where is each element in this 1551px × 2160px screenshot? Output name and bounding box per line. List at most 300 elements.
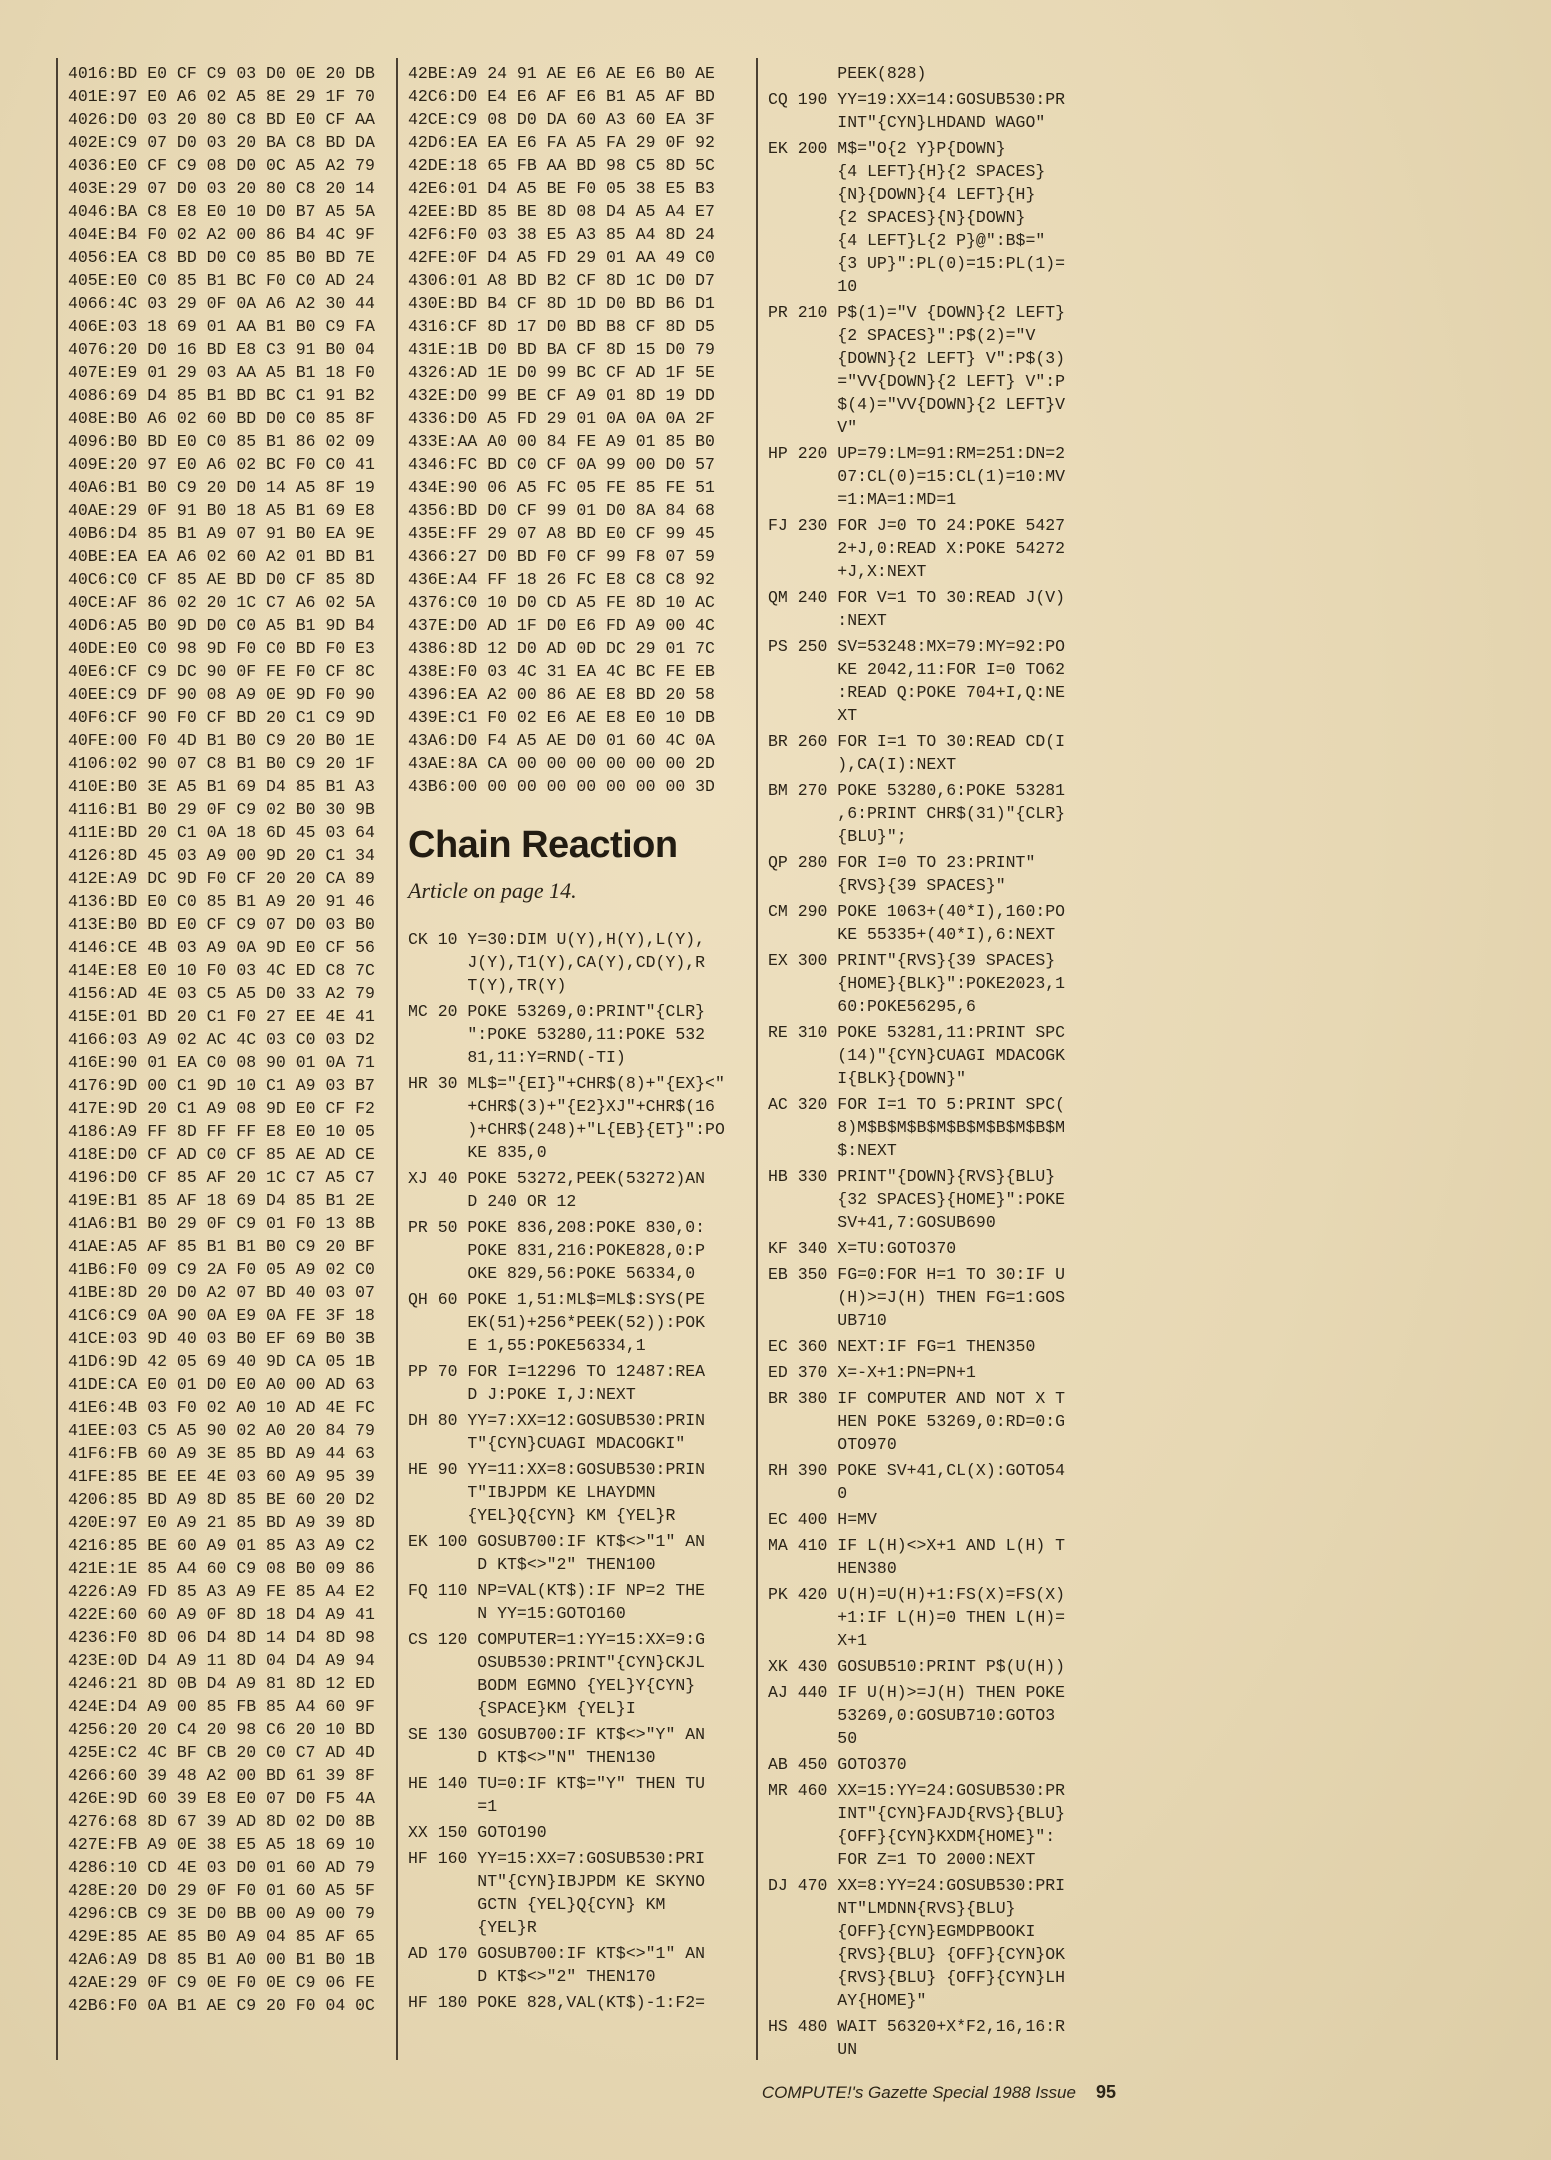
- listing-entry: [768, 851, 1102, 897]
- code-line: 40FE:00 F0 4D B1 B0 C9 20 B0 1E: [68, 731, 375, 750]
- code-line: 418E:D0 CF AD C0 CF 85 AE AD CE: [68, 1145, 375, 1164]
- code-line: OSUB530:PRINT"{CYN}CKJL: [408, 1653, 706, 1672]
- listing-entry: [408, 1579, 742, 1625]
- listing-entry: [768, 635, 1102, 727]
- code-line: )+CHR$(248)+"L{EB}{ET}":PO: [408, 1120, 725, 1139]
- listing-entry: [408, 1288, 742, 1357]
- code-line: HB 330 PRINT"{DOWN}{RVS}{BLU}: [768, 1167, 1056, 1186]
- code-line: PP 70 FOR I=12296 TO 12487:REA: [408, 1362, 706, 1381]
- code-line: {OFF}{CYN}EGMDPBOOKI: [768, 1922, 1036, 1941]
- code-line: 8)M$B$M$B$M$B$M$B$M$B$M: [768, 1118, 1066, 1137]
- code-line: 4066:4C 03 29 0F 0A A6 A2 30 44: [68, 294, 375, 313]
- listing-entry: [768, 900, 1102, 946]
- code-line: SE 130 GOSUB700:IF KT$<>"Y" AN: [408, 1725, 706, 1744]
- code-line: (14)"{CYN}CUAGI MDACOGK: [768, 1046, 1066, 1065]
- code-line: 410E:B0 3E A5 B1 69 D4 85 B1 A3: [68, 777, 375, 796]
- code-line: KE 835,0: [408, 1143, 547, 1162]
- code-line: 4386:8D 12 D0 AD 0D DC 29 01 7C: [408, 639, 715, 658]
- code-line: 419E:B1 85 AF 18 69 D4 85 B1 2E: [68, 1191, 375, 1210]
- code-line: =1:MA=1:MD=1: [768, 490, 957, 509]
- column-divider-2: [756, 58, 758, 2060]
- code-line: HEN380: [768, 1559, 897, 1578]
- code-line: XJ 40 POKE 53272,PEEK(53272)AN: [408, 1169, 706, 1188]
- code-line: 4246:21 8D 0B D4 A9 81 8D 12 ED: [68, 1674, 375, 1693]
- code-line: {YEL}Q{CYN} KM {YEL}R: [408, 1506, 676, 1525]
- code-line: 40EE:C9 DF 90 08 A9 0E 9D F0 90: [68, 685, 375, 704]
- code-line: 50: [768, 1729, 858, 1748]
- code-line: +J,X:NEXT: [768, 562, 927, 581]
- code-line: {RVS}{BLU} {OFF}{CYN}LH: [768, 1968, 1066, 1987]
- code-line: 428E:20 D0 29 0F F0 01 60 A5 5F: [68, 1881, 375, 1900]
- code-line: 41FE:85 BE EE 4E 03 60 A9 95 39: [68, 1467, 375, 1486]
- code-line: EB 350 FG=0:FOR H=1 TO 30:IF U: [768, 1265, 1066, 1284]
- listing-entry: [768, 1583, 1102, 1652]
- code-line: {N}{DOWN}{4 LEFT}{H}: [768, 185, 1036, 204]
- code-line: 42E6:01 D4 A5 BE F0 05 38 E5 B3: [408, 179, 715, 198]
- code-line: ),CA(I):NEXT: [768, 755, 957, 774]
- code-line: 427E:FB A9 0E 38 E5 A5 18 69 10: [68, 1835, 375, 1854]
- code-line: OTO970: [768, 1435, 897, 1454]
- code-line: 404E:B4 F0 02 A2 00 86 B4 4C 9F: [68, 225, 375, 244]
- listing-entry: [768, 949, 1102, 1018]
- code-line: 10: [768, 277, 858, 296]
- code-line: 430E:BD B4 CF 8D 1D D0 BD B6 D1: [408, 294, 715, 313]
- listing-entry: [768, 88, 1102, 134]
- code-line: 4366:27 D0 BD F0 CF 99 F8 07 59: [408, 547, 715, 566]
- article-title: Chain Reaction: [408, 824, 678, 866]
- code-line: 42A6:A9 D8 85 B1 A0 00 B1 B0 1B: [68, 1950, 375, 1969]
- code-line: $(4)="VV{DOWN}{2 LEFT}V: [768, 395, 1066, 414]
- code-line: HEN POKE 53269,0:RD=0:G: [768, 1412, 1066, 1431]
- code-line: 07:CL(0)=15:CL(1)=10:MV: [768, 467, 1066, 486]
- code-line: 2+J,0:READ X:POKE 54272: [768, 539, 1066, 558]
- code-line: HR 30 ML$="{EI}"+CHR$(8)+"{EX}<": [408, 1074, 725, 1093]
- code-line: 414E:E8 E0 10 F0 03 4C ED C8 7C: [68, 961, 375, 980]
- listing-entry: [408, 1167, 742, 1213]
- code-line: 40CE:AF 86 02 20 1C C7 A6 02 5A: [68, 593, 375, 612]
- code-line: 434E:90 06 A5 FC 05 FE 85 FE 51: [408, 478, 715, 497]
- code-line: CK 10 Y=30:DIM U(Y),H(Y),L(Y),: [408, 930, 706, 949]
- code-line: 424E:D4 A9 00 85 FB 85 A4 60 9F: [68, 1697, 375, 1716]
- code-line: ="VV{DOWN}{2 LEFT} V":P: [768, 372, 1066, 391]
- code-line: D J:POKE I,J:NEXT: [408, 1385, 636, 1404]
- code-line: 42F6:F0 03 38 E5 A3 85 A4 8D 24: [408, 225, 715, 244]
- listing-entry: [768, 1779, 1102, 1871]
- code-line: {SPACE}KM {YEL}I: [408, 1699, 636, 1718]
- code-line: 41DE:CA E0 01 D0 E0 A0 00 AD 63: [68, 1375, 375, 1394]
- code-line: BM 270 POKE 53280,6:POKE 53281: [768, 781, 1066, 800]
- code-line: PS 250 SV=53248:MX=79:MY=92:PO: [768, 637, 1066, 656]
- listing-entry: [408, 1530, 742, 1576]
- code-line: MA 410 IF L(H)<>X+1 AND L(H) T: [768, 1536, 1066, 1555]
- code-line: 4156:AD 4E 03 C5 A5 D0 33 A2 79: [68, 984, 375, 1003]
- basic-listing-part-1: [408, 928, 742, 2014]
- code-line: 433E:AA A0 00 84 FE A9 01 85 B0: [408, 432, 715, 451]
- code-line: E 1,55:POKE56334,1: [408, 1336, 646, 1355]
- code-line: INT"{CYN}FAJD{RVS}{BLU}: [768, 1804, 1066, 1823]
- code-line: 4396:EA A2 00 86 AE E8 BD 20 58: [408, 685, 715, 704]
- code-line: 4286:10 CD 4E 03 D0 01 60 AD 79: [68, 1858, 375, 1877]
- code-line: 4376:C0 10 D0 CD A5 FE 8D 10 AC: [408, 593, 715, 612]
- footer-magazine-title: COMPUTE!'s Gazette Special 1988 Issue: [761, 2083, 1076, 2102]
- listing-entry: [408, 1847, 742, 1939]
- listing-entry: [408, 1000, 742, 1069]
- code-line: (H)>=J(H) THEN FG=1:GOS: [768, 1288, 1066, 1307]
- listing-entry: [768, 2015, 1102, 2061]
- code-line: OKE 829,56:POKE 56334,0: [408, 1264, 696, 1283]
- code-line: ":POKE 53280,11:POKE 532: [408, 1025, 706, 1044]
- code-line: {3 UP}":PL(0)=15:PL(1)=: [768, 254, 1066, 273]
- code-line: 435E:FF 29 07 A8 BD E0 CF 99 45: [408, 524, 715, 543]
- code-line: 429E:85 AE 85 B0 A9 04 85 AF 65: [68, 1927, 375, 1946]
- code-line: AD 170 GOSUB700:IF KT$<>"1" AN: [408, 1944, 706, 1963]
- code-line: PEEK(828): [768, 64, 927, 83]
- code-line: 40AE:29 0F 91 B0 18 A5 B1 69 E8: [68, 501, 375, 520]
- code-line: 4026:D0 03 20 80 C8 BD E0 CF AA: [68, 110, 375, 129]
- code-line: 4236:F0 8D 06 D4 8D 14 D4 8D 98: [68, 1628, 375, 1647]
- code-line: 41BE:8D 20 D0 A2 07 BD 40 03 07: [68, 1283, 375, 1302]
- listing-entry: [768, 514, 1102, 583]
- code-line: 425E:C2 4C BF CB 20 C0 C7 AD 4D: [68, 1743, 375, 1762]
- code-line: 437E:D0 AD 1F D0 E6 FD A9 00 4C: [408, 616, 715, 635]
- code-line: 40B6:D4 85 B1 A9 07 91 B0 EA 9E: [68, 524, 375, 543]
- code-line: 81,11:Y=RND(-TI): [408, 1048, 626, 1067]
- code-line: 40D6:A5 B0 9D D0 C0 A5 B1 9D B4: [68, 616, 375, 635]
- code-line: PR 50 POKE 836,208:POKE 830,0:: [408, 1218, 706, 1237]
- code-line: 4176:9D 00 C1 9D 10 C1 A9 03 B7: [68, 1076, 375, 1095]
- code-line: {YEL}R: [408, 1918, 537, 1937]
- code-line: SV+41,7:GOSUB690: [768, 1213, 996, 1232]
- listing-entry: [768, 730, 1102, 776]
- code-line: 40BE:EA EA A6 02 60 A2 01 BD B1: [68, 547, 375, 566]
- listing-entry: [768, 62, 1102, 85]
- code-line: 43A6:D0 F4 A5 AE D0 01 60 4C 0A: [408, 731, 715, 750]
- code-line: 42B6:F0 0A B1 AE C9 20 F0 04 0C: [68, 1996, 375, 2015]
- code-line: 43AE:8A CA 00 00 00 00 00 00 2D: [408, 754, 715, 773]
- code-line: AB 450 GOTO370: [768, 1755, 907, 1774]
- code-line: 42CE:C9 08 D0 DA 60 A3 60 EA 3F: [408, 110, 715, 129]
- listing-entry: [768, 1655, 1102, 1678]
- code-line: 431E:1B D0 BD BA CF 8D 15 D0 79: [408, 340, 715, 359]
- code-line: EX 300 PRINT"{RVS}{39 SPACES}: [768, 951, 1056, 970]
- code-line: {DOWN}{2 LEFT} V":P$(3): [768, 349, 1066, 368]
- code-line: X+1: [768, 1631, 868, 1650]
- code-line: 60:POKE56295,6: [768, 997, 976, 1016]
- code-line: 439E:C1 F0 02 E6 AE E8 E0 10 DB: [408, 708, 715, 727]
- code-line: 4306:01 A8 BD B2 CF 8D 1C D0 D7: [408, 271, 715, 290]
- code-line: 43B6:00 00 00 00 00 00 00 00 3D: [408, 777, 715, 796]
- code-line: {HOME}{BLK}":POKE2023,1: [768, 974, 1066, 993]
- code-line: 4166:03 A9 02 AC 4C 03 C0 03 D2: [68, 1030, 375, 1049]
- code-line: MR 460 XX=15:YY=24:GOSUB530:PR: [768, 1781, 1066, 1800]
- code-line: D 240 OR 12: [408, 1192, 577, 1211]
- code-line: 412E:A9 DC 9D F0 CF 20 20 CA 89: [68, 869, 375, 888]
- listing-entry: [768, 1093, 1102, 1162]
- code-line: $:NEXT: [768, 1141, 897, 1160]
- column-2: [408, 62, 742, 2017]
- code-line: :NEXT: [768, 611, 887, 630]
- listing-entry: [768, 1753, 1102, 1776]
- code-line: D KT$<>"2" THEN170: [408, 1967, 656, 1986]
- code-line: 40DE:E0 C0 98 9D F0 C0 BD F0 E3: [68, 639, 375, 658]
- code-line: 426E:9D 60 39 E8 E0 07 D0 F5 4A: [68, 1789, 375, 1808]
- code-line: EK 200 M$="O{2 Y}P{DOWN}: [768, 139, 1006, 158]
- code-line: CQ 190 YY=19:XX=14:GOSUB530:PR: [768, 90, 1066, 109]
- code-line: 436E:A4 FF 18 26 FC E8 C8 C8 92: [408, 570, 715, 589]
- code-line: 42DE:18 65 FB AA BD 98 C5 8D 5C: [408, 156, 715, 175]
- code-line: 4346:FC BD C0 CF 0A 99 00 D0 57: [408, 455, 715, 474]
- listing-entry: [768, 1874, 1102, 2012]
- basic-listing-part-2: [768, 62, 1102, 2064]
- code-line: 4326:AD 1E D0 99 BC CF AD 1F 5E: [408, 363, 715, 382]
- code-line: PK 420 U(H)=U(H)+1:FS(X)=FS(X): [768, 1585, 1066, 1604]
- code-line: FOR Z=1 TO 2000:NEXT: [768, 1850, 1036, 1869]
- listing-entry: [768, 779, 1102, 848]
- code-line: 411E:BD 20 C1 0A 18 6D 45 03 64: [68, 823, 375, 842]
- code-line: 4116:B1 B0 29 0F C9 02 B0 30 9B: [68, 800, 375, 819]
- code-line: FQ 110 NP=VAL(KT$):IF NP=2 THE: [408, 1581, 706, 1600]
- code-line: 40F6:CF 90 F0 CF BD 20 C1 C9 9D: [68, 708, 375, 727]
- listing-entry: [408, 1723, 742, 1769]
- code-line: MC 20 POKE 53269,0:PRINT"{CLR}: [408, 1002, 706, 1021]
- listing-entry: [768, 1534, 1102, 1580]
- code-line: {2 SPACES}":P$(2)="V: [768, 326, 1036, 345]
- code-line: T"{CYN}CUAGI MDACOGKI": [408, 1434, 686, 1453]
- code-line: 4146:CE 4B 03 A9 0A 9D E0 CF 56: [68, 938, 375, 957]
- code-line: 4036:E0 CF C9 08 D0 0C A5 A2 79: [68, 156, 375, 175]
- code-line: ,6:PRINT CHR$(31)"{CLR}: [768, 804, 1066, 823]
- code-line: 4136:BD E0 C0 85 B1 A9 20 91 46: [68, 892, 375, 911]
- code-line: 4126:8D 45 03 A9 00 9D 20 C1 34: [68, 846, 375, 865]
- code-line: 422E:60 60 A9 0F 8D 18 D4 A9 41: [68, 1605, 375, 1624]
- code-line: 406E:03 18 69 01 AA B1 B0 C9 FA: [68, 317, 375, 336]
- code-line: RH 390 POKE SV+41,CL(X):GOTO54: [768, 1461, 1066, 1480]
- listing-entry: [408, 1942, 742, 1988]
- code-line: HE 90 YY=11:XX=8:GOSUB530:PRIN: [408, 1460, 706, 1479]
- code-line: 405E:E0 C0 85 B1 BC F0 C0 AD 24: [68, 271, 375, 290]
- code-line: HP 220 UP=79:LM=91:RM=251:DN=2: [768, 444, 1066, 463]
- code-line: 41F6:FB 60 A9 3E 85 BD A9 44 63: [68, 1444, 375, 1463]
- listing-entry: [408, 1360, 742, 1406]
- code-line: 408E:B0 A6 02 60 BD D0 C0 85 8F: [68, 409, 375, 428]
- code-line: ED 370 X=-X+1:PN=PN+1: [768, 1363, 976, 1382]
- listing-entry: [408, 1458, 742, 1527]
- code-line: BR 380 IF COMPUTER AND NOT X T: [768, 1389, 1066, 1408]
- code-line: 41AE:A5 AF 85 B1 B1 B0 C9 20 BF: [68, 1237, 375, 1256]
- code-line: HF 180 POKE 828,VAL(KT$)-1:F2=: [408, 1993, 706, 2012]
- code-line: 42C6:D0 E4 E6 AF E6 B1 A5 AF BD: [408, 87, 715, 106]
- code-line: {4 LEFT}{H}{2 SPACES}: [768, 162, 1046, 181]
- code-line: QM 240 FOR V=1 TO 30:READ J(V): [768, 588, 1066, 607]
- code-line: 41A6:B1 B0 29 0F C9 01 F0 13 8B: [68, 1214, 375, 1233]
- code-line: CM 290 POKE 1063+(40*I),160:PO: [768, 902, 1066, 921]
- code-line: 42FE:0F D4 A5 FD 29 01 AA 49 C0: [408, 248, 715, 267]
- code-line: 42AE:29 0F C9 0E F0 0E C9 06 FE: [68, 1973, 375, 1992]
- code-line: AC 320 FOR I=1 TO 5:PRINT SPC(: [768, 1095, 1066, 1114]
- code-line: AJ 440 IF U(H)>=J(H) THEN POKE: [768, 1683, 1066, 1702]
- listing-entry: [768, 301, 1102, 439]
- code-line: 432E:D0 99 BE CF A9 01 8D 19 DD: [408, 386, 715, 405]
- code-line: :READ Q:POKE 704+I,Q:NE: [768, 683, 1066, 702]
- code-line: 423E:0D D4 A9 11 8D 04 D4 A9 94: [68, 1651, 375, 1670]
- code-line: KE 55335+(40*I),6:NEXT: [768, 925, 1056, 944]
- code-line: 401E:97 E0 A6 02 A5 8E 29 1F 70: [68, 87, 375, 106]
- code-line: 413E:B0 BD E0 CF C9 07 D0 03 B0: [68, 915, 375, 934]
- code-line: 403E:29 07 D0 03 20 80 C8 20 14: [68, 179, 375, 198]
- listing-entry: [408, 1821, 742, 1844]
- code-line: 40C6:C0 CF 85 AE BD D0 CF 85 8D: [68, 570, 375, 589]
- code-line: 4256:20 20 C4 20 98 C6 20 10 BD: [68, 1720, 375, 1739]
- code-line: {OFF}{CYN}KXDM{HOME}":: [768, 1827, 1056, 1846]
- code-line: D KT$<>"N" THEN130: [408, 1748, 656, 1767]
- code-line: 417E:9D 20 C1 A9 08 9D E0 CF F2: [68, 1099, 375, 1118]
- code-line: 4206:85 BD A9 8D 85 BE 60 20 D2: [68, 1490, 375, 1509]
- code-line: KE 2042,11:FOR I=0 TO62: [768, 660, 1066, 679]
- code-line: AY{HOME}": [768, 1991, 927, 2010]
- code-line: 53269,0:GOSUB710:GOTO3: [768, 1706, 1056, 1725]
- code-line: 4266:60 39 48 A2 00 BD 61 39 8F: [68, 1766, 375, 1785]
- code-line: 438E:F0 03 4C 31 EA 4C BC FE EB: [408, 662, 715, 681]
- hex-dump-column-2: [408, 62, 742, 798]
- code-line: 416E:90 01 EA C0 08 90 01 0A 71: [68, 1053, 375, 1072]
- code-line: 4356:BD D0 CF 99 01 D0 8A 84 68: [408, 501, 715, 520]
- code-line: 4076:20 D0 16 BD E8 C3 91 B0 04: [68, 340, 375, 359]
- code-line: NT"{CYN}IBJPDM KE SKYNO: [408, 1872, 706, 1891]
- code-line: 4016:BD E0 CF C9 03 D0 0E 20 DB: [68, 64, 375, 83]
- code-line: 4296:CB C9 3E D0 BB 00 A9 00 79: [68, 1904, 375, 1923]
- code-line: 4316:CF 8D 17 D0 BD B8 CF 8D D5: [408, 317, 715, 336]
- listing-entry: [768, 1361, 1102, 1384]
- listing-entry: [768, 442, 1102, 511]
- code-line: UB710: [768, 1311, 887, 1330]
- code-line: XK 430 GOSUB510:PRINT P$(U(H)): [768, 1657, 1066, 1676]
- listing-entry: [408, 1991, 742, 2014]
- code-line: HE 140 TU=0:IF KT$="Y" THEN TU: [408, 1774, 706, 1793]
- code-line: T"IBJPDM KE LHAYDMN: [408, 1483, 656, 1502]
- code-line: 42EE:BD 85 BE 8D 08 D4 A5 A4 E7: [408, 202, 715, 221]
- code-line: {RVS}{BLU} {OFF}{CYN}OK: [768, 1945, 1066, 1964]
- listing-entry: [768, 1021, 1102, 1090]
- listing-entry: [768, 1335, 1102, 1358]
- article-subtitle: Article on page 14.: [408, 878, 577, 903]
- listing-entry: [408, 1409, 742, 1455]
- code-line: 41B6:F0 09 C9 2A F0 05 A9 02 C0: [68, 1260, 375, 1279]
- code-line: 409E:20 97 E0 A6 02 BC F0 C0 41: [68, 455, 375, 474]
- code-line: GCTN {YEL}Q{CYN} KM: [408, 1895, 666, 1914]
- code-line: RE 310 POKE 53281,11:PRINT SPC: [768, 1023, 1066, 1042]
- code-line: 421E:1E 85 A4 60 C9 08 B0 09 86: [68, 1559, 375, 1578]
- code-line: 0: [768, 1484, 848, 1503]
- code-line: 415E:01 BD 20 C1 F0 27 EE 4E 41: [68, 1007, 375, 1026]
- code-line: D KT$<>"2" THEN100: [408, 1555, 656, 1574]
- listing-entry: [768, 1387, 1102, 1456]
- code-line: I{BLK}{DOWN}": [768, 1069, 967, 1088]
- code-line: XX 150 GOTO190: [408, 1823, 547, 1842]
- code-line: 4186:A9 FF 8D FF FF E8 E0 10 05: [68, 1122, 375, 1141]
- code-line: +1:IF L(H)=0 THEN L(H)=: [768, 1608, 1066, 1627]
- code-line: EK(51)+256*PEEK(52)):POK: [408, 1313, 706, 1332]
- code-line: QP 280 FOR I=0 TO 23:PRINT": [768, 853, 1036, 872]
- page-footer: [760, 2082, 1116, 2103]
- listing-entry: [768, 1263, 1102, 1332]
- footer-page-number: 95: [1095, 2082, 1116, 2102]
- listing-entry: [768, 137, 1102, 298]
- code-line: V": [768, 418, 858, 437]
- listing-entry: [408, 1772, 742, 1818]
- code-line: 41C6:C9 0A 90 0A E9 0A FE 3F 18: [68, 1306, 375, 1325]
- listing-entry: [768, 1681, 1102, 1750]
- code-line: N YY=15:GOTO160: [408, 1604, 626, 1623]
- code-line: FJ 230 FOR J=0 TO 24:POKE 5427: [768, 516, 1066, 535]
- code-line: XT: [768, 706, 858, 725]
- code-line: 4196:D0 CF 85 AF 20 1C C7 A5 C7: [68, 1168, 375, 1187]
- code-line: HS 480 WAIT 56320+X*F2,16,16:R: [768, 2017, 1066, 2036]
- code-line: EC 400 H=MV: [768, 1510, 877, 1529]
- listing-entry: [408, 1072, 742, 1164]
- code-line: INT"{CYN}LHDAND WAGO": [768, 113, 1046, 132]
- code-line: 402E:C9 07 D0 03 20 BA C8 BD DA: [68, 133, 375, 152]
- code-line: 4106:02 90 07 C8 B1 B0 C9 20 1F: [68, 754, 375, 773]
- listing-entry: [768, 586, 1102, 632]
- code-line: 40A6:B1 B0 C9 20 D0 14 A5 8F 19: [68, 478, 375, 497]
- listing-entry: [768, 1508, 1102, 1531]
- code-line: +CHR$(3)+"{E2}XJ"+CHR$(16: [408, 1097, 715, 1116]
- code-line: 407E:E9 01 29 03 AA A5 B1 18 F0: [68, 363, 375, 382]
- code-line: J(Y),T1(Y),CA(Y),CD(Y),R: [408, 953, 706, 972]
- code-line: {4 LEFT}L{2 P}@":B$=": [768, 231, 1046, 250]
- code-line: HF 160 YY=15:XX=7:GOSUB530:PRI: [408, 1849, 706, 1868]
- code-line: POKE 831,216:POKE828,0:P: [408, 1241, 706, 1260]
- code-line: BODM EGMNO {YEL}Y{CYN}: [408, 1676, 696, 1695]
- code-line: 4216:85 BE 60 A9 01 85 A3 A9 C2: [68, 1536, 375, 1555]
- code-line: 41D6:9D 42 05 69 40 9D CA 05 1B: [68, 1352, 375, 1371]
- code-line: 4276:68 8D 67 39 AD 8D 02 D0 8B: [68, 1812, 375, 1831]
- code-line: {RVS}{39 SPACES}": [768, 876, 1006, 895]
- code-line: 4056:EA C8 BD D0 C0 85 B0 BD 7E: [68, 248, 375, 267]
- code-line: EK 100 GOSUB700:IF KT$<>"1" AN: [408, 1532, 706, 1551]
- hex-dump-column-1: [68, 62, 402, 2017]
- column-rule-left: [56, 58, 58, 2060]
- code-line: 4046:BA C8 E8 E0 10 D0 B7 A5 5A: [68, 202, 375, 221]
- code-line: 42BE:A9 24 91 AE E6 AE E6 B0 AE: [408, 64, 715, 83]
- code-line: 420E:97 E0 A9 21 85 BD A9 39 8D: [68, 1513, 375, 1532]
- code-line: PR 210 P$(1)="V {DOWN}{2 LEFT}: [768, 303, 1066, 322]
- listing-entry: [768, 1237, 1102, 1260]
- code-line: EC 360 NEXT:IF FG=1 THEN350: [768, 1337, 1036, 1356]
- code-line: 40E6:CF C9 DC 90 0F FE F0 CF 8C: [68, 662, 375, 681]
- code-line: {32 SPACES}{HOME}":POKE: [768, 1190, 1066, 1209]
- code-line: CS 120 COMPUTER=1:YY=15:XX=9:G: [408, 1630, 706, 1649]
- listing-entry: [768, 1459, 1102, 1505]
- code-line: T(Y),TR(Y): [408, 976, 567, 995]
- code-line: UN: [768, 2040, 858, 2059]
- code-line: =1: [408, 1797, 498, 1816]
- code-line: NT"LMDNN{RVS}{BLU}: [768, 1899, 1016, 1918]
- code-line: 4096:B0 BD E0 C0 85 B1 86 02 09: [68, 432, 375, 451]
- code-line: DJ 470 XX=8:YY=24:GOSUB530:PRI: [768, 1876, 1066, 1895]
- listing-entry: [408, 1216, 742, 1285]
- listing-entry: [408, 928, 742, 997]
- code-line: 4336:D0 A5 FD 29 01 0A 0A 0A 2F: [408, 409, 715, 428]
- code-line: DH 80 YY=7:XX=12:GOSUB530:PRIN: [408, 1411, 706, 1430]
- code-line: 42D6:EA EA E6 FA A5 FA 29 0F 92: [408, 133, 715, 152]
- code-line: BR 260 FOR I=1 TO 30:READ CD(I: [768, 732, 1066, 751]
- code-line: 4086:69 D4 85 B1 BD BC C1 91 B2: [68, 386, 375, 405]
- code-line: 41CE:03 9D 40 03 B0 EF 69 B0 3B: [68, 1329, 375, 1348]
- listing-entry: [768, 1165, 1102, 1234]
- code-line: {2 SPACES}{N}{DOWN}: [768, 208, 1026, 227]
- code-line: 4226:A9 FD 85 A3 A9 FE 85 A4 E2: [68, 1582, 375, 1601]
